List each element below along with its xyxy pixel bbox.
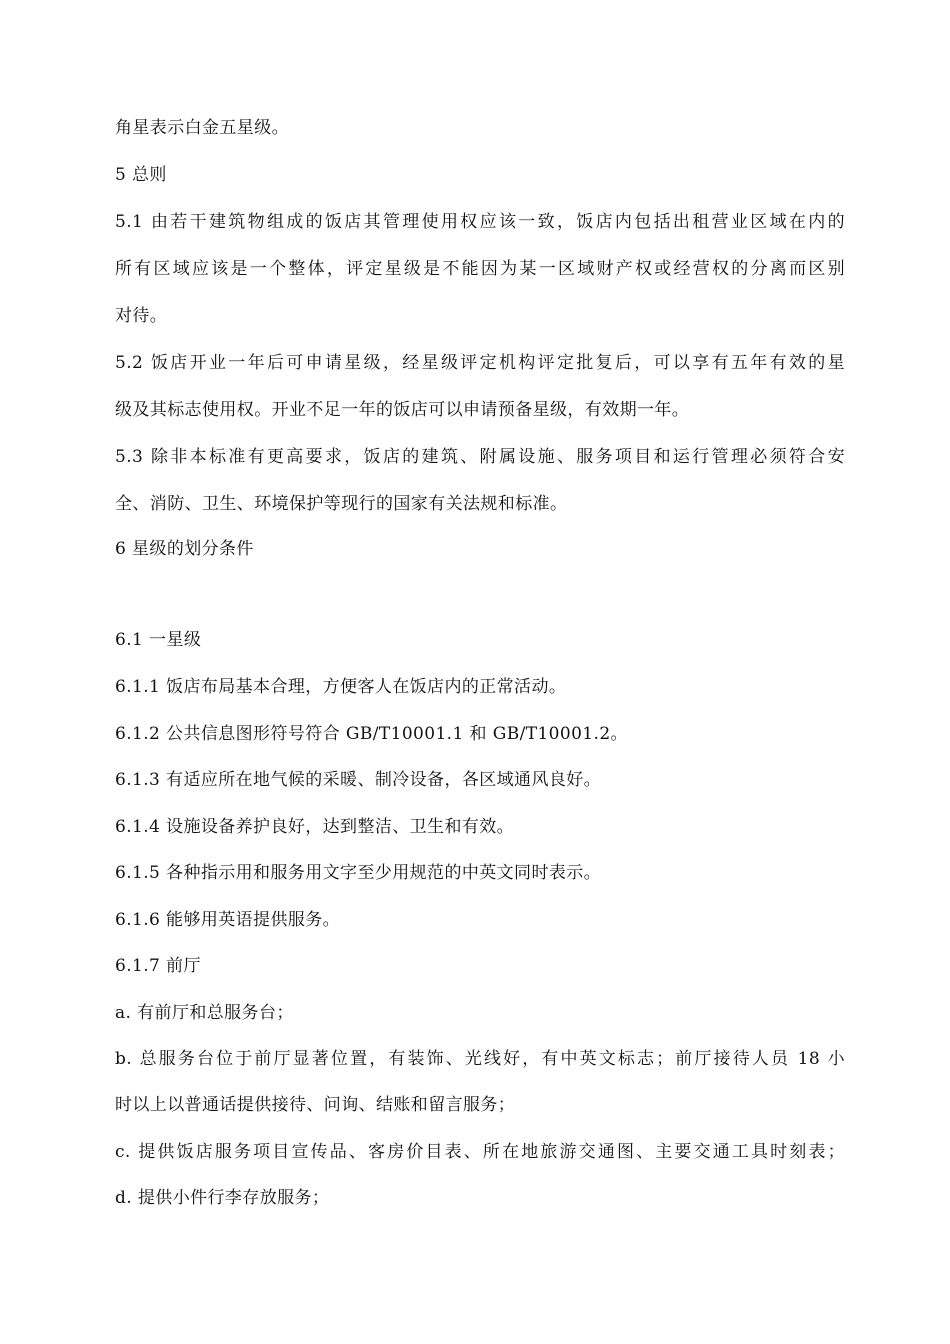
subsection-heading: 6.1 一星级 xyxy=(115,630,202,650)
paragraph-line: 级及其标志使用权。开业不足一年的饭店可以申请预备星级，有效期一年。 xyxy=(115,400,690,420)
clause-line: 6.1.7 前厅 xyxy=(115,956,201,976)
list-item: a. 有前厅和总服务台； xyxy=(115,1003,294,1023)
list-item: b. 总服务台位于前厅显著位置，有装饰、光线好，有中英文标志；前厅接待人员 18 小 xyxy=(115,1049,845,1069)
paragraph-line: 所有区域应该是一个整体，评定星级是不能因为某一区域财产权或经营权的分离而区别 xyxy=(115,259,845,279)
clause-line: 6.1.2 公共信息图形符号符合 GB/T10001.1 和 GB/T10001.2。 xyxy=(115,724,628,744)
paragraph-line: 5.1 由若干建筑物组成的饭店其管理使用权应该一致，饭店内包括出租营业区域在内的 xyxy=(115,212,845,232)
section-heading: 5 总则 xyxy=(115,165,167,185)
paragraph-line: 角星表示白金五星级。 xyxy=(115,118,289,138)
clause-line: 6.1.3 有适应所在地气候的采暖、制冷设备，各区域通风良好。 xyxy=(115,770,602,790)
paragraph-line: 5.3 除非本标准有更高要求，饭店的建筑、附属设施、服务项目和运行管理必须符合安 xyxy=(115,447,845,467)
section-heading: 6 星级的划分条件 xyxy=(115,539,254,559)
paragraph-line: 对待。 xyxy=(115,306,168,326)
clause-line: 6.1.6 能够用英语提供服务。 xyxy=(115,910,341,930)
clause-line: 6.1.1 饭店布局基本合理，方便客人在饭店内的正常活动。 xyxy=(115,677,567,697)
list-item: d. 提供小件行李存放服务； xyxy=(115,1188,330,1208)
list-item: c. 提供饭店服务项目宣传品、客房价目表、所在地旅游交通图、主要交通工具时刻表； xyxy=(115,1142,845,1162)
paragraph-line: 5.2 饭店开业一年后可申请星级，经星级评定机构评定批复后，可以享有五年有效的星 xyxy=(115,353,845,373)
list-item: 时以上以普通话提供接待、问询、结账和留言服务； xyxy=(115,1095,516,1115)
clause-line: 6.1.4 设施设备养护良好，达到整洁、卫生和有效。 xyxy=(115,817,515,837)
clause-line: 6.1.5 各种指示用和服务用文字至少用规范的中英文同时表示。 xyxy=(115,863,602,883)
paragraph-line: 全、消防、卫生、环境保护等现行的国家有关法规和标准。 xyxy=(115,494,568,514)
